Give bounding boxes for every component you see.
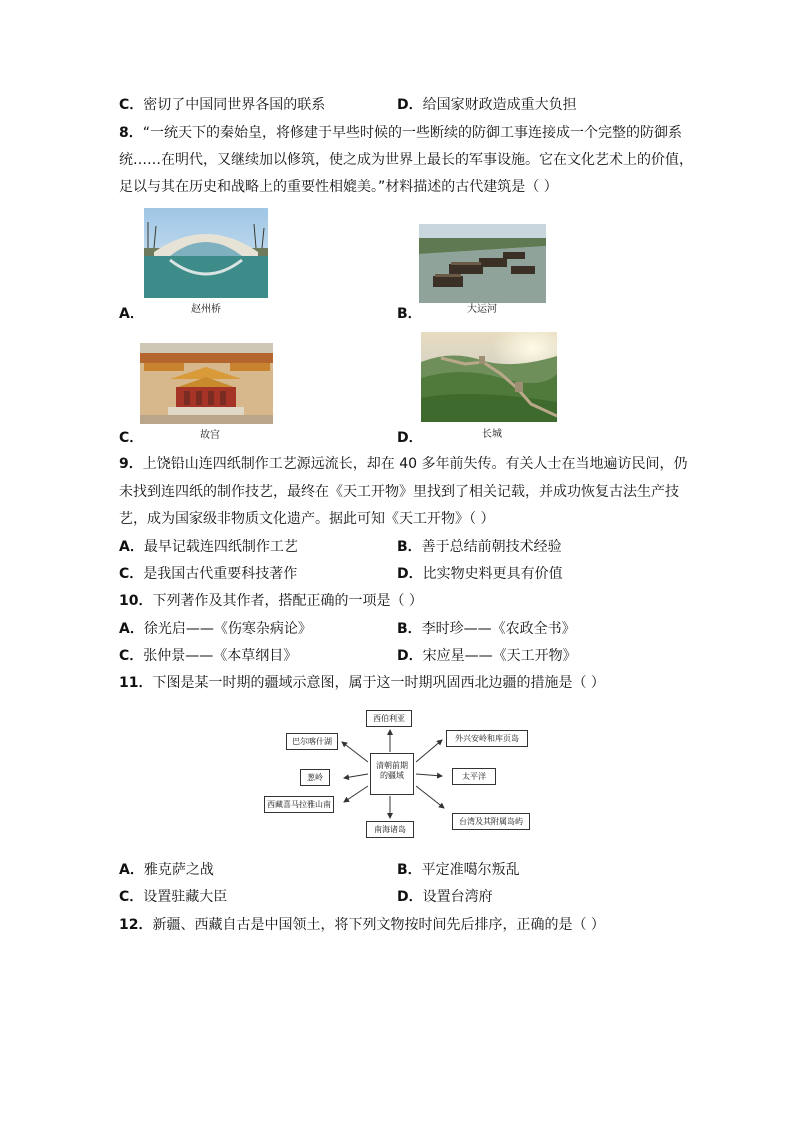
option-label: A． — [119, 539, 144, 555]
q7-option-c — [119, 97, 325, 113]
q9-option-b — [397, 539, 562, 555]
diagram-box-top: 西伯利亚 — [366, 710, 412, 727]
option-label: C． — [119, 566, 144, 582]
question-text: 新疆、西藏自古是中国领土，将下列文物按时间先后排序，正确的是（ ） — [152, 917, 605, 933]
option-label: B． — [397, 621, 422, 637]
great-wall-image — [421, 332, 557, 422]
q9-line-2: 未找到连四纸的制作技艺，最终在《天工开物》里找到了相关记载，并成功恢复古法生产技 — [119, 484, 679, 500]
diagram-box-left-mid: 葱岭 — [300, 769, 330, 786]
option-text: 给国家财政造成重大负担 — [422, 97, 577, 113]
q11-option-d — [397, 889, 493, 905]
q10-option-b — [397, 621, 576, 637]
question-text: “一统天下的秦始皇，将修建于早些时候的一些断续的防御工事连接成一个完整的防御系 — [142, 125, 683, 141]
q10-stem — [119, 593, 423, 609]
option-label: C． — [119, 648, 144, 664]
q11-option-c — [119, 889, 227, 905]
q9-line-3: 艺，成为国家级非物质文化遗产。据此可知《天工开物》（ ） — [119, 511, 495, 527]
q9-line-1 — [119, 456, 687, 472]
q8-option-c-label: C． — [119, 430, 144, 446]
option-label: A． — [119, 621, 144, 637]
diagram-center-box: 清朝前期 的疆域 — [370, 753, 414, 795]
question-number: 11． — [119, 675, 153, 691]
option-text: 徐光启——《伤寒杂病论》 — [143, 621, 312, 637]
option-text: 设置驻藏大臣 — [143, 889, 228, 905]
q11-option-b — [397, 862, 520, 878]
option-text: 密切了中国同世界各国的联系 — [143, 97, 326, 113]
forbidden-city-caption: 故宫 — [200, 430, 220, 441]
q8-option-d-label: D． — [397, 430, 423, 446]
q9-option-d — [397, 566, 563, 582]
q8-option-b-label: B． — [397, 306, 422, 322]
forbidden-city-image — [140, 343, 273, 424]
question-number: 8． — [119, 125, 143, 141]
option-label: C． — [119, 889, 144, 905]
option-text: 比实物史料更具有价值 — [422, 566, 563, 582]
option-text: 善于总结前朝技术经验 — [421, 539, 562, 555]
option-label: A． — [119, 862, 144, 878]
great-wall-caption: 长城 — [482, 429, 502, 440]
question-number: 10． — [119, 593, 153, 609]
grand-canal-caption: 大运河 — [467, 304, 497, 315]
option-text: 宋应星——《天工开物》 — [422, 648, 577, 664]
q11-option-a — [119, 862, 214, 878]
option-label: D． — [397, 97, 423, 113]
q10-option-a — [119, 621, 312, 637]
option-text: 张仲景——《本草纲目》 — [143, 648, 298, 664]
option-label: B． — [397, 862, 422, 878]
q8-line-1 — [119, 125, 682, 141]
q8-line-3: 足以与其在历史和战略上的重要性相媲美。”材料描述的古代建筑是（ ） — [119, 179, 558, 195]
option-text: 最早记载连四纸制作工艺 — [143, 539, 298, 555]
grand-canal-image — [419, 224, 546, 303]
zhaozhou-bridge-caption: 赵州桥 — [191, 304, 221, 315]
option-label: B． — [397, 539, 422, 555]
question-number: 9． — [119, 456, 143, 472]
option-label: D． — [397, 889, 423, 905]
zhaozhou-bridge-image — [144, 208, 268, 298]
option-text: 设置台湾府 — [422, 889, 493, 905]
q11-stem — [119, 675, 605, 691]
q12-stem — [119, 917, 605, 933]
question-number: 12． — [119, 917, 153, 933]
option-label: C． — [119, 97, 144, 113]
option-text: 李时珍——《农政全书》 — [421, 621, 576, 637]
option-label: D． — [397, 566, 423, 582]
diagram-box-right-top: 外兴安岭和库页岛 — [446, 730, 528, 747]
question-text: 下列著作及其作者，搭配正确的一项是（ ） — [152, 593, 423, 609]
option-text: 雅克萨之战 — [143, 862, 214, 878]
q7-option-d — [397, 97, 577, 113]
q8-line-2: 统……在明代，又继续加以修筑，使之成为世界上最长的军事设施。它在文化艺术上的价值， — [119, 152, 693, 168]
option-text: 是我国古代重要科技著作 — [143, 566, 298, 582]
q10-option-d — [397, 648, 577, 664]
diagram-box-right-mid: 太平洋 — [452, 768, 496, 785]
question-text: 下图是某一时期的疆域示意图，属于这一时期巩固西北边疆的措施是（ ） — [152, 675, 605, 691]
q9-option-c — [119, 566, 297, 582]
q9-option-a — [119, 539, 298, 555]
diagram-box-right-bottom: 台湾及其附属岛屿 — [452, 813, 530, 830]
q8-option-a-label: A． — [119, 306, 144, 322]
diagram-box-bottom: 南海诸岛 — [366, 821, 414, 838]
diagram-box-left-top: 巴尔喀什湖 — [286, 733, 338, 750]
option-label: D． — [397, 648, 423, 664]
q10-option-c — [119, 648, 297, 664]
diagram-box-left-bottom: 西藏喜马拉雅山南 — [264, 796, 334, 813]
option-text: 平定准噶尔叛乱 — [421, 862, 520, 878]
question-text: 上饶铅山连四纸制作工艺源远流长，却在 40 多年前失传。有关人士在当地遍访民间，仍 — [142, 456, 688, 472]
